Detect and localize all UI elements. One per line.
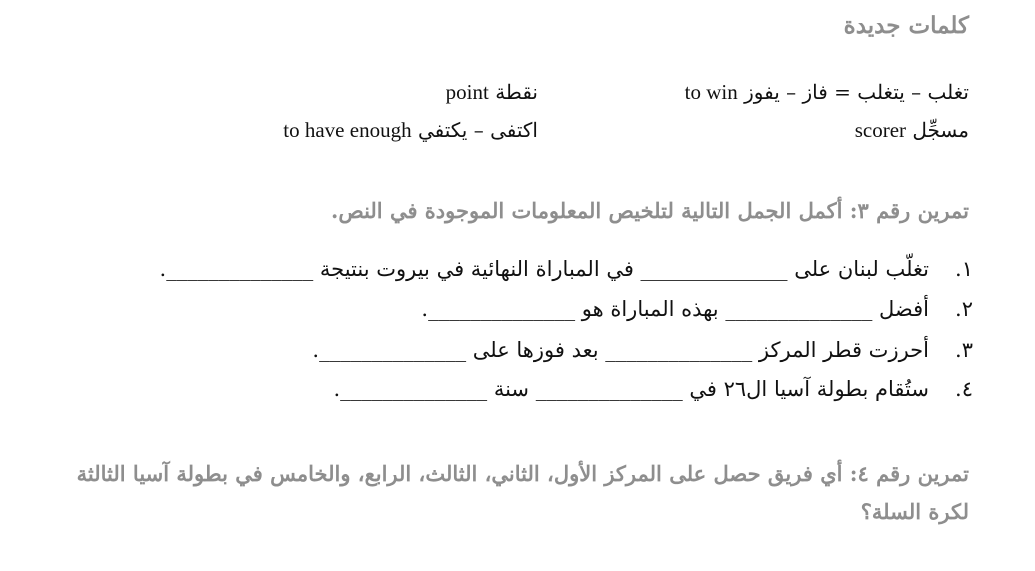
exercise-3-item [333,377,973,401]
vocab-entry-enough [283,118,538,143]
item-text: أفضل ______________ بهذه المباراة هو ______________. [421,297,929,321]
exercise-3-item [160,257,973,281]
section-heading: كلمات جديدة [843,12,969,39]
vocab-arabic: تغلب – يتغلب = فاز – يفوز [744,80,969,104]
vocab-arabic: اكتفى – يكتفي [417,118,538,142]
item-number: ٤. [955,377,973,401]
item-text: ستُقام بطولة آسيا ال٢٦ في ______________ سنة ______________. [333,377,929,401]
vocab-english: point [445,80,489,104]
exercise-3-title: تمرين رقم ٣: أكمل الجمل التالية لتلخيص المعلومات الموجودة في النص. [331,198,969,223]
vocab-entry-win [685,80,969,105]
vocab-entry-point [446,80,538,105]
vocab-arabic: مسجِّل [912,118,969,142]
item-number: ٢. [955,297,973,321]
item-number: ١. [955,257,973,281]
exercise-4-title: تمرين رقم ٤: أي فريق حصل على المركز الأول، الثاني، الثالث، الرابع، والخامس في بطولة آسيا الثالثة لكرة السلة؟ [76,461,969,524]
vocab-english: to have enough [283,118,412,142]
exercise-3-item [312,338,973,362]
vocab-english: scorer [854,118,907,142]
vocab-arabic: نقطة [495,80,538,104]
item-text: تغلّب لبنان على ______________ في المباراة النهائية في بيروت بنتيجة ______________. [159,257,929,281]
exercise-3-item [421,297,973,321]
vocab-entry-scorer [855,118,969,143]
item-number: ٣. [955,338,973,362]
vocab-english: to win [684,80,738,104]
item-text: أحرزت قطر المركز ______________ بعد فوزها على ______________. [312,338,929,362]
